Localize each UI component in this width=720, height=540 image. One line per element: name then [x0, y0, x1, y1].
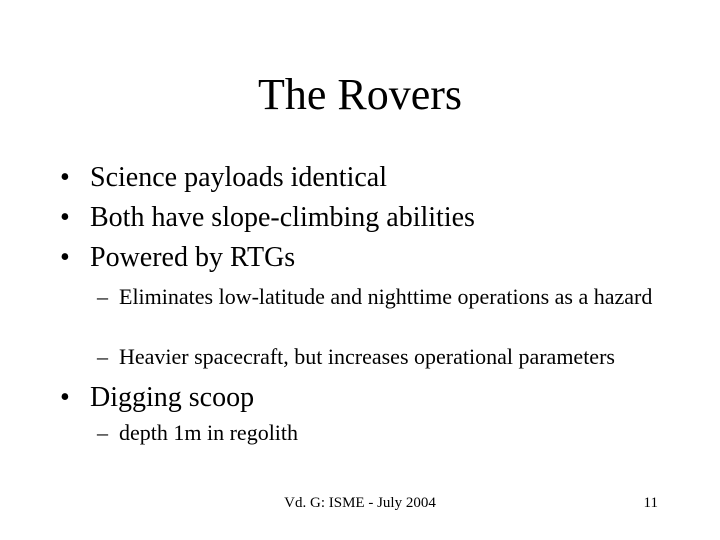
footer-text: Vd. G: ISME - July 2004	[284, 495, 436, 511]
sub-bullet-text: depth 1m in regolith	[119, 420, 299, 445]
sub-bullet-item	[97, 420, 687, 446]
bullet-symbol: •	[60, 202, 70, 233]
bullet-item	[60, 382, 680, 414]
bullet-item	[60, 162, 680, 194]
bullet-text: Science payloads identical	[90, 162, 387, 193]
sub-bullet-text: Heavier spacecraft, but increases operational parameters	[119, 344, 615, 369]
bullet-symbol: •	[60, 162, 70, 193]
bullet-item	[60, 242, 680, 274]
sub-bullet-text: Eliminates low-latitude and nighttime operations as a hazard	[119, 284, 653, 309]
bullet-item	[60, 202, 680, 234]
bullet-text: Both have slope-climbing abilities	[90, 202, 475, 233]
page-number: 11	[643, 495, 658, 511]
sub-bullet-item	[97, 284, 687, 338]
slide-title: The Rovers	[257, 70, 463, 119]
sub-bullet-dash: –	[97, 420, 108, 445]
sub-bullet-dash: –	[97, 344, 108, 369]
bullet-symbol: •	[60, 242, 70, 273]
bullet-text: Digging scoop	[90, 382, 255, 413]
sub-bullet-item	[97, 344, 697, 370]
bullet-text: Powered by RTGs	[90, 242, 296, 273]
bullet-symbol: •	[60, 382, 70, 413]
sub-bullet-dash: –	[97, 284, 108, 309]
